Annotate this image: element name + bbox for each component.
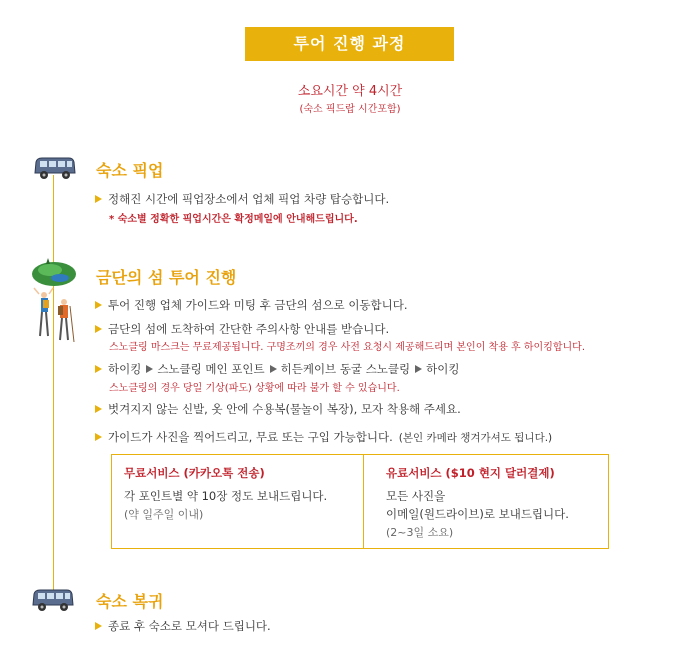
route-step: 스노클링 메인 포인트	[157, 362, 265, 376]
triangle-bullet-icon	[95, 622, 102, 630]
section-title-tour: 금단의 섬 투어 진행	[96, 268, 237, 287]
tour-note-snorkel: 스노클링의 경우 당일 기상(파도) 상황에 따라 불가 할 수 있습니다.	[109, 383, 400, 394]
triangle-bullet-icon	[95, 301, 102, 309]
camera-note: (본인 카메라 챙겨가셔도 됩니다.)	[398, 432, 553, 444]
paid-service-text: 이메일(원드라이브)로 보내드립니다.	[386, 507, 569, 521]
triangle-bullet-icon	[95, 195, 102, 203]
paid-service-sub: (2~3일 소요)	[386, 526, 454, 539]
free-service-column	[112, 455, 364, 548]
island-hikers-icon	[30, 258, 78, 346]
duration-text: 소요시간 약 4시간	[297, 84, 403, 99]
section-title-return: 숙소 복귀	[96, 592, 164, 611]
page-title: 투어 진행 과정	[245, 27, 454, 61]
triangle-bullet-icon	[95, 365, 102, 373]
van-icon	[31, 588, 75, 614]
route-step: 하이킹	[108, 362, 142, 376]
free-service-text: 각 포인트별 약 10장 정도 보내드립니다.	[124, 489, 328, 503]
arrow-icon	[415, 365, 422, 373]
paid-service-title: 유료서비스 ($10 현지 달러결제)	[386, 466, 555, 480]
triangle-bullet-icon	[95, 325, 102, 333]
arrow-icon	[146, 365, 153, 373]
route-step: 히든케이브 동굴 스노클링	[280, 362, 411, 376]
route-step: 하이킹	[426, 362, 460, 376]
pickup-note: * 숙소별 정확한 픽업시간은 확정메일에 안내해드립니다.	[109, 214, 358, 225]
list-item: 벗겨지지 않는 신발, 옷 안에 수용복(물놀이 복장), 모자 착용해 주세요.	[95, 401, 461, 417]
list-item: 종료 후 숙소로 모셔다 드립니다.	[95, 618, 271, 634]
list-item: 투어 진행 업체 가이드와 미팅 후 금단의 섬으로 이동합니다.	[95, 297, 408, 313]
paid-service-column	[364, 455, 608, 548]
free-service-sub: (약 일주일 이내)	[124, 508, 204, 521]
tour-note-mask: 스노클링 마스크는 무료제공됩니다. 구명조끼의 경우 사전 요청시 제공해드리며 본인이 착용 후 하이킹합니다.	[109, 342, 586, 353]
paid-service-text: 모든 사진을	[386, 489, 446, 503]
timeline-line	[53, 175, 54, 595]
section-title-pickup: 숙소 픽업	[96, 161, 164, 180]
triangle-bullet-icon	[95, 405, 102, 413]
free-service-title: 무료서비스 (카카오톡 전송)	[124, 466, 265, 480]
arrow-icon	[270, 365, 277, 373]
duration-subtext: (숙소 픽드랍 시간포함)	[299, 104, 401, 115]
van-icon	[33, 156, 77, 182]
list-item: 정해진 시간에 픽업장소에서 업체 픽업 차량 탑승합니다.	[95, 191, 389, 207]
list-item: 금단의 섬에 도착하여 간단한 주의사항 안내를 받습니다.	[95, 321, 389, 337]
route-list-item	[95, 361, 459, 377]
photo-service-box	[111, 454, 609, 549]
list-item: 가이드가 사진을 찍어드리고, 무료 또는 구입 가능합니다. (본인 카메라 챙겨가셔도 됩니다.)	[95, 429, 552, 445]
triangle-bullet-icon	[95, 433, 102, 441]
